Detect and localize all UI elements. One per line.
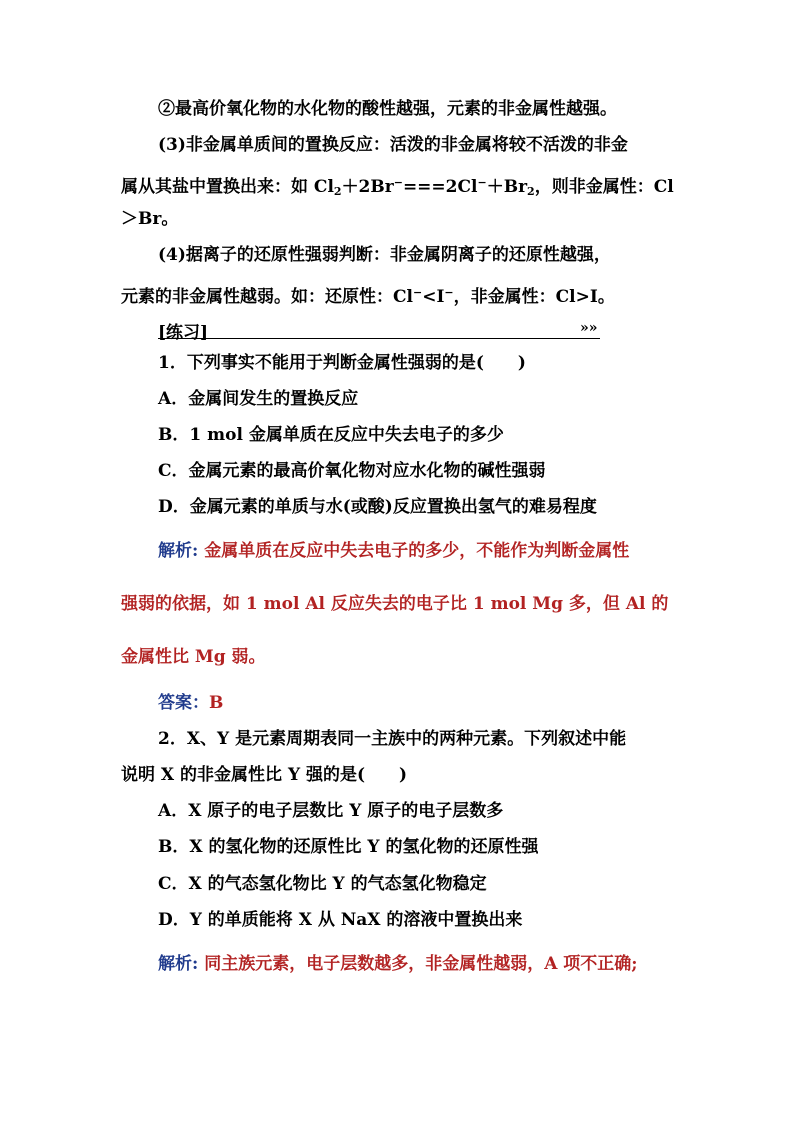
line-5: (4)据离子的还原性强弱判断：非金属阴离子的还原性越强， (158, 245, 611, 265)
text-span: ＋2Br (341, 177, 394, 197)
superscript: − (477, 176, 487, 189)
practice-divider (158, 338, 600, 339)
q1-analysis-line-1 (158, 540, 629, 562)
q2-option-d: D．Y 的单质能将 X 从 NaX 的溶液中置换出来 (158, 910, 523, 930)
text-span: 属从其盐中置换出来：如 Cl (121, 177, 334, 197)
answer-value: B (209, 693, 224, 713)
q1-option-c: C．金属元素的最高价氧化物对应水化物的碱性强弱 (158, 461, 546, 481)
superscript: − (413, 286, 423, 299)
text-span: <I (422, 287, 445, 307)
q1-stem: 1．下列事实不能用于判断金属性强弱的是( ) (158, 353, 526, 373)
line-4: ＞Br。 (121, 209, 179, 229)
text-span: ，非金属性：Cl>I。 (453, 287, 615, 307)
practice-heading: [练习] (158, 323, 209, 343)
q2-option-b: B．X 的氢化物的还原性比 Y 的氢化物的还原性强 (158, 837, 539, 857)
line-6 (121, 282, 615, 308)
subscript: 2 (333, 185, 342, 198)
analysis-text: 金属单质在反应中失去电子的多少，不能作为判断金属性 (198, 541, 630, 561)
analysis-label: 解析: (158, 954, 199, 974)
practice-arrows-icon: »» (580, 320, 598, 336)
subscript: 2 (527, 185, 535, 198)
text-span: ===2Cl (402, 177, 478, 197)
text-span: 元素的非金属性越弱。如：还原性：Cl (121, 287, 413, 307)
answer-label: 答案： (158, 693, 209, 713)
line-1: ②最高价氧化物的水化物的酸性越强，元素的非金属性越强。 (158, 99, 617, 119)
q1-option-d: D．金属元素的单质与水(或酸)反应置换出氢气的难易程度 (158, 497, 597, 517)
q2-option-c: C．X 的气态氢化物比 Y 的气态氢化物稳定 (158, 874, 487, 894)
analysis-label: 解析: (158, 541, 199, 561)
superscript: − (393, 176, 403, 189)
q1-option-a: A．金属间发生的置换反应 (158, 389, 359, 409)
q1-analysis-line-3: 金属性比 Mg 弱。 (121, 647, 266, 667)
line-2: (3)非金属单质间的置换反应：活泼的非金属将较不活泼的非金 (158, 135, 628, 155)
text-span: ＋Br (486, 177, 528, 197)
q2-stem-line-2: 说明 X 的非金属性比 Y 强的是( ) (121, 765, 408, 785)
line-3 (121, 172, 674, 203)
q2-option-a: A．X 原子的电子层数比 Y 原子的电子层数多 (158, 801, 504, 821)
q2-stem-line-1: 2．X、Y 是元素周期表同一主族中的两种元素。下列叙述中能 (158, 729, 627, 749)
q1-option-b: B．1 mol 金属单质在反应中失去电子的多少 (158, 425, 504, 445)
q2-analysis-line-1 (158, 953, 638, 975)
text-span: ，则非金属性：Cl (534, 177, 674, 197)
q1-analysis-line-2: 强弱的依据，如 1 mol Al 反应失去的电子比 1 mol Mg 多，但 Al 的 (121, 594, 669, 614)
superscript: − (444, 286, 454, 299)
q1-answer (158, 692, 223, 714)
analysis-text: 同主族元素，电子层数越多，非金属性越弱，A 项不正确; (198, 954, 638, 974)
